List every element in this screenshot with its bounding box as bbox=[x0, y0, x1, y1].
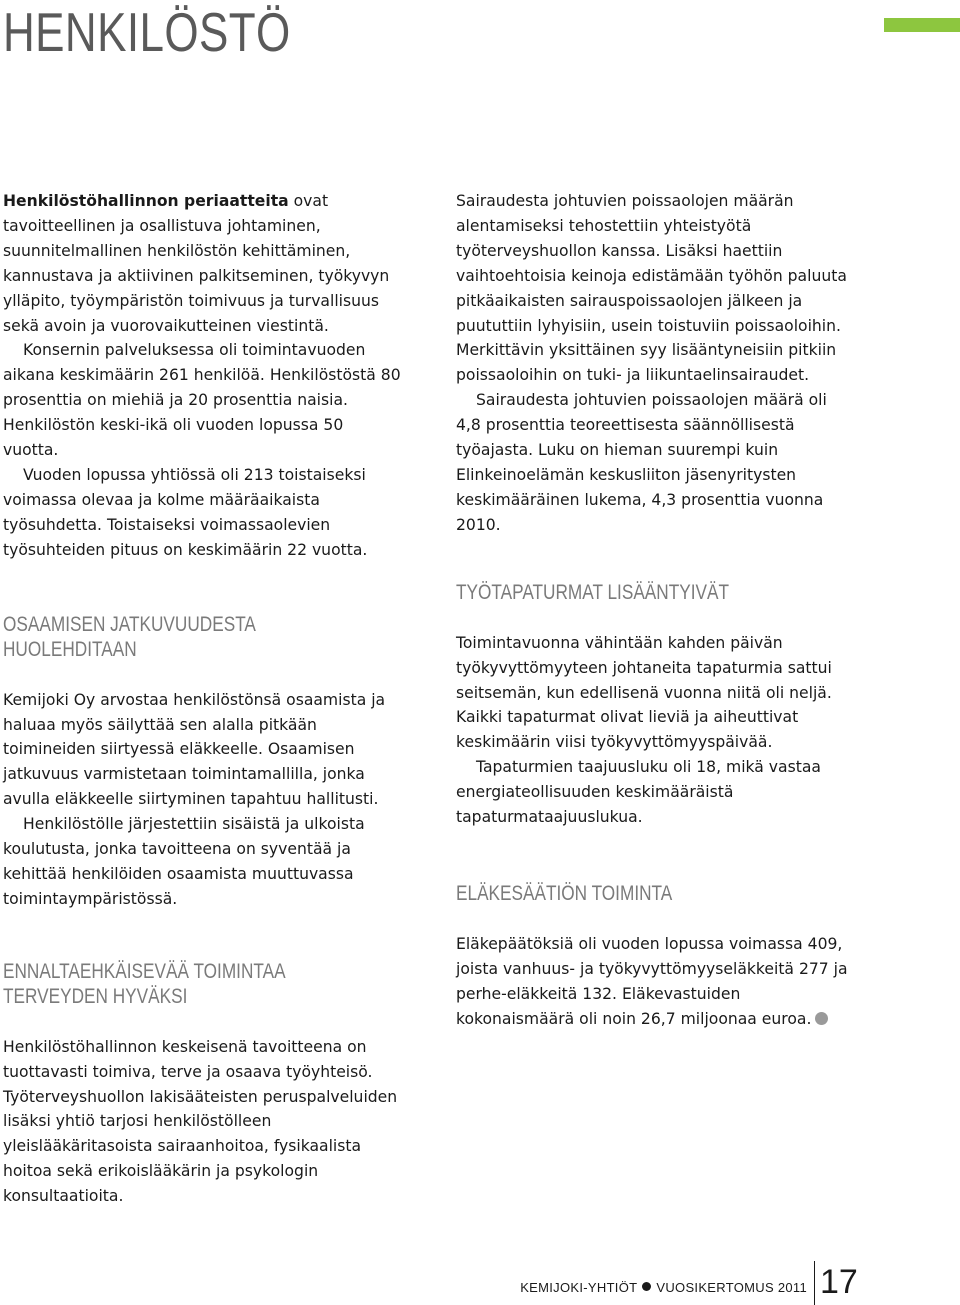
staff-count-paragraph: Konsernin palveluksessa oli toimintavuoden aikana keskimäärin 261 henkilöä. Henkilöstöstä 80 prosenttia on miehiä ja 20 prosenttia naisia. Henkilöstön keski-ikä oli vuoden lopussa 50 vuotta. bbox=[3, 341, 401, 460]
employment-paragraph: Vuoden lopussa yhtiössä oli 213 toistaiseksi voimassa olevaa ja kolme määräaikaista työsuhdetta. Toistaiseksi voimassaolevien työsuhteiden pituus on keskimäärin 22 vuotta. bbox=[3, 465, 368, 559]
footer-company: KEMIJOKI-YHTIÖT bbox=[520, 1280, 638, 1295]
bullet-separator-icon bbox=[642, 1282, 651, 1291]
heading-line: TERVEYDEN HYVÄKSI bbox=[3, 984, 188, 1008]
footer-running-title bbox=[520, 1280, 807, 1295]
training-paragraph: Henkilöstölle järjestettiin sisäistä ja ulkoista koulutusta, jonka tavoitteena on syventää ja kehittää henkilöiden osaamista muuttuvassa toimintaympäristössä. bbox=[3, 815, 365, 908]
right-column bbox=[456, 189, 856, 1032]
section-heading-competence bbox=[3, 612, 331, 662]
accident-frequency-paragraph: Tapaturmien taajuusluku oli 18, mikä vastaa energiateollisuuden keskimääräistä tapaturmataajuuslukua. bbox=[456, 758, 821, 827]
section-heading-health bbox=[3, 959, 331, 1009]
health-paragraph: Henkilöstöhallinnon keskeisenä tavoitteena on tuottavasti toimiva, terve ja osaava työyhteisö. Työterveyshuollon lakisääteisten peruspalveluiden lisäksi yhtiö tarjosi henkilöstölleen yleislääkäritasoista sairaanhoitoa, fysikaalista hoitoa sekä erikoislääkärin ja psykologin konsultaatioita. bbox=[3, 1037, 398, 1206]
left-column bbox=[3, 189, 403, 1209]
heading-line: OSAAMISEN JATKUVUUDESTA bbox=[3, 612, 256, 636]
section-heading-accidents: TYÖTAPATURMAT LISÄÄNTYIVÄT bbox=[456, 580, 730, 604]
intro-text: ovat tavoitteellinen ja osallistuva johtaminen, suunnitelmallinen henkilöstön kehittäminen, kannustava ja aktiivinen palkitseminen, työkyvyn ylläpito, työympäristön toimivuus ja turvallisuus sekä avoin ja vuorovaikutteinen viestintä. bbox=[3, 192, 390, 335]
page-title: HENKILÖSTÖ bbox=[3, 1, 291, 63]
page-number: 17 bbox=[820, 1263, 858, 1301]
accent-bar bbox=[884, 18, 960, 32]
section-heading-pension: ELÄKESÄÄTIÖN TOIMINTA bbox=[456, 881, 673, 905]
absence-paragraph: Sairaudesta johtuvien poissaolojen määrän alentamiseksi tehostettiin yhteistyötä työterveyshuollon kanssa. Lisäksi haettiin vaihtoehtoisia keinoja edistämään työhön paluuta pitkäaikaisten sairauspoissaolojen jälkeen ja puututtiin lyhyisiin, usein toistuviin poissaoloihin. Merkittävin yksittäinen syy lisääntyneisiin pitkiin poissaoloihin on tuki- ja liikuntaelinsairaudet. bbox=[456, 192, 847, 385]
intro-lead: Henkilöstöhallinnon periaatteita bbox=[3, 192, 289, 210]
heading-line: HUOLEHDITAAN bbox=[3, 637, 137, 661]
absence-rate-paragraph: Sairaudesta johtuvien poissaolojen määrä oli 4,8 prosenttia teoreettisesta säännöllisestä työajasta. Luku on hieman suurempi kuin Elinkeinoelämän keskusliiton jäsenyritysten keskimääräinen lukema, 4,3 prosenttia vuonna 2010. bbox=[456, 391, 827, 534]
footer-report: VUOSIKERTOMUS 2011 bbox=[656, 1280, 807, 1295]
pension-text: Eläkepäätöksiä oli vuoden lopussa voimassa 409, joista vanhuus- ja työkyvyttömyyseläkkeitä 277 ja perhe-eläkkeitä 132. Eläkevastuiden kokonaismäärä oli noin 26,7 miljoonaa euroa. bbox=[456, 934, 848, 1028]
intro-paragraph bbox=[3, 189, 403, 338]
end-of-article-dot-icon bbox=[815, 1012, 828, 1025]
heading-line: ENNALTAEHKÄISEVÄÄ TOIMINTAA bbox=[3, 959, 286, 983]
footer-divider bbox=[814, 1261, 815, 1305]
accidents-paragraph: Toimintavuonna vähintään kahden päivän työkyvyttömyyteen johtaneita tapaturmia sattui seitsemän, kun edellisenä vuonna niitä oli neljä. Kaikki tapaturmat olivat lieviä ja aiheuttivat keskimäärin viisi työkyvyttömyyspäivää. bbox=[456, 633, 832, 752]
pension-paragraph bbox=[456, 932, 856, 1032]
competence-paragraph: Kemijoki Oy arvostaa henkilöstönsä osaamista ja haluaa myös säilyttää sen alalla pitkään toimineiden siirtyessä eläkkeelle. Osaamisen jatkuvuus varmistetaan toimintamallilla, jonka avulla eläkkeelle siirtyminen tapahtuu hallitusti. bbox=[3, 690, 386, 809]
